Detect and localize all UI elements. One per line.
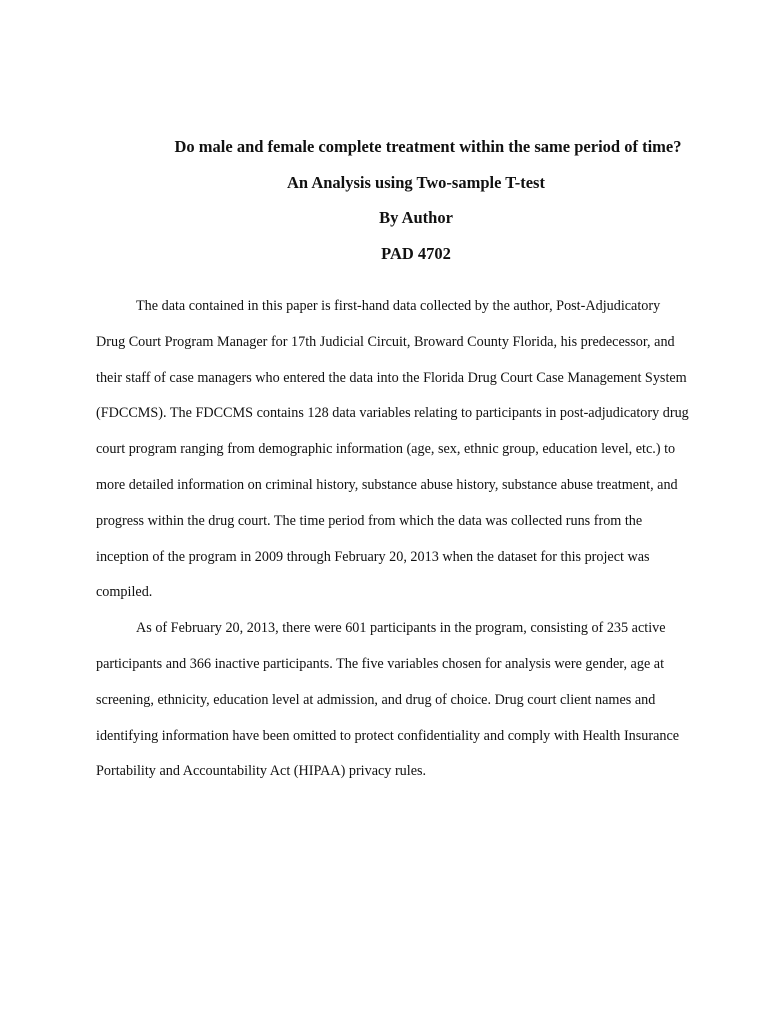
document-body [96,289,692,790]
document-header [96,129,736,271]
body-paragraph-1: The data contained in this paper is first-hand data collected by the author, Post-Adjudicatory Drug Court Program Manager for 17th Judicial Circuit, Broward County Florida, his predecessor, and their staff of case managers who entered the data into the Florida Drug Court Case Management System (FDCCMS). The FDCCMS contains 128 data variables relating to participants in post-adjudicatory drug court program ranging from demographic information (age, sex, ethnic group, education level, etc.) to more detailed information on criminal history, substance abuse history, substance abuse treatment, and progress within the drug court. The time period from which the data was collected runs from the inception of the program in 2009 through February 20, 2013 when the dataset for this project was compiled. [96,298,689,601]
body-paragraph-2: As of February 20, 2013, there were 601 participants in the program, consisting of 235 active participants and 366 inactive participants. The five variables chosen for analysis were gender, age at screening, ethnicity, education level at admission, and drug of choice. Drug court client names and identifying information have been omitted to protect confidentiality and comply with Health Insurance Portability and Accountability Act (HIPAA) privacy rules. [96,620,680,780]
document-title: Do male and female complete treatment within the same period of time? [174,137,682,156]
document-subtitle: An Analysis using Two-sample T-test [287,172,545,192]
course-code: PAD 4702 [381,243,451,263]
document-author: By Author [379,208,453,227]
